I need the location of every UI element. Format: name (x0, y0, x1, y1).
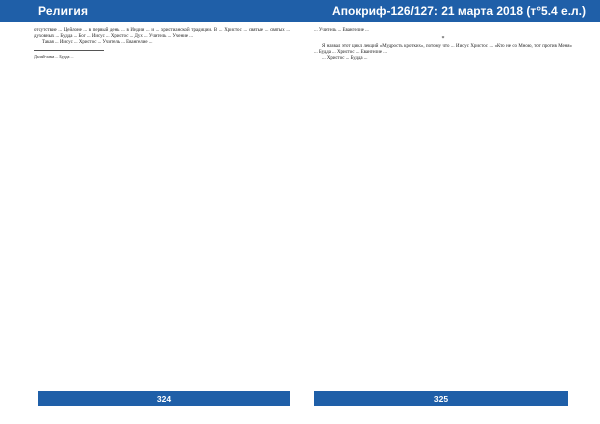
page-number-left (38, 391, 290, 406)
footnote-divider (34, 50, 104, 51)
right-paragraph-2: Я назвал этот цикл лекций «Мудрость кротких», потому что ... Иисус Христос ... «Кто не со Мною, тот против Меня» ... Будда ... Христос ... Евангелие ... (314, 44, 572, 56)
left-paragraph-1: отсутствие ... Цейлоне ... в первый день ... в Индии ... и ... христианской традиции. В ... Христос ... святые ... святых ... духовных ... Будда ... Бог ... Иисус ... Христос ... Дух ... Учитель ... Учение ... (34, 28, 290, 40)
issue-title: Апокриф-126/127: 21 марта 2018 (т°5.4 е.л.) (332, 4, 586, 18)
right-paragraph-3: ... Христос ... Будда ... (322, 56, 368, 62)
page-number-right (314, 391, 568, 406)
section-break-asterisk: * (441, 36, 445, 43)
section-title: Религия (38, 4, 89, 18)
footnote: Далай-лама ... Будда ... (34, 54, 74, 60)
left-page-body (34, 28, 290, 46)
left-page (34, 28, 290, 390)
right-page-body (314, 28, 572, 63)
left-paragraph-2: Такая ... Иисус ... Христос ... Учитель ... Евангелие ... (42, 40, 153, 46)
right-page (314, 28, 572, 390)
right-paragraph-1: ... Учитель ... Евангелие ... (314, 28, 369, 33)
page-number-right-label: 325 (433, 393, 449, 404)
page-number-left-label: 324 (156, 393, 172, 404)
running-header (0, 0, 600, 22)
